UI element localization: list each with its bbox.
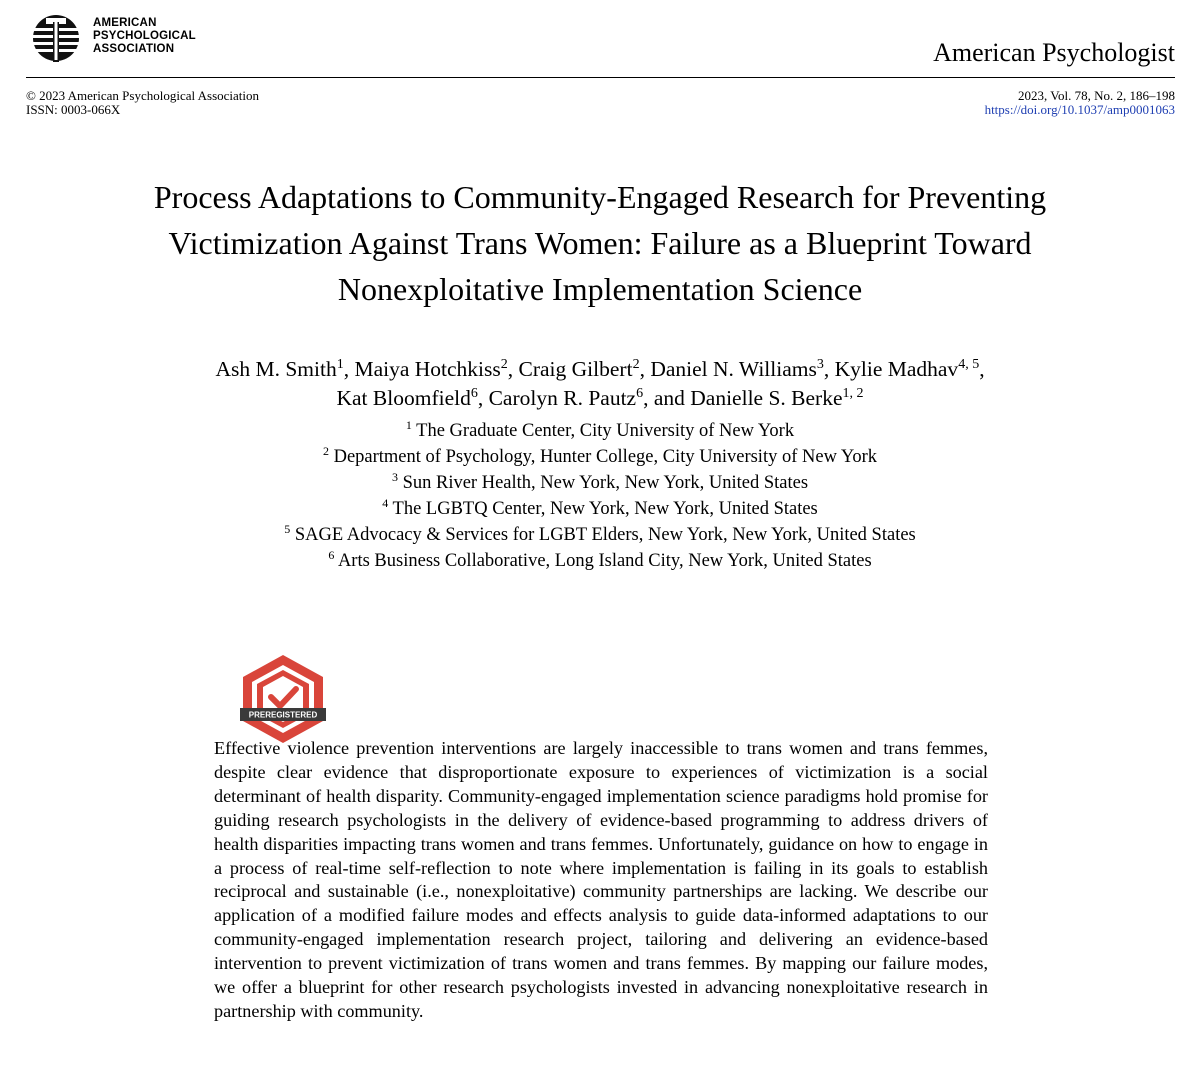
affiliation bbox=[60, 444, 1140, 470]
author-name: Craig Gilbert bbox=[518, 357, 633, 381]
author-separator: , and bbox=[643, 386, 691, 410]
copyright: © 2023 American Psychological Association bbox=[26, 88, 260, 103]
publisher-line: PSYCHOLOGICAL bbox=[93, 30, 196, 42]
affiliation-number: 3 bbox=[391, 469, 398, 484]
affiliation-list bbox=[60, 418, 1140, 574]
author-name: Kylie Madhav bbox=[834, 357, 959, 381]
author-separator: , bbox=[343, 357, 355, 381]
publisher-line: ASSOCIATION bbox=[93, 43, 175, 55]
article-title bbox=[50, 174, 1150, 312]
author-affiliation-mark: 6 bbox=[636, 385, 644, 401]
author-affiliation-mark: 4, 5 bbox=[958, 356, 980, 372]
affiliation-text: Sun River Health, New York, New York, United States bbox=[402, 473, 809, 493]
author-name: Maiya Hotchkiss bbox=[354, 357, 501, 381]
affiliation-text: SAGE Advocacy & Services for LGBT Elders, New York, New York, United States bbox=[294, 525, 916, 545]
affiliation bbox=[60, 496, 1140, 522]
badge-label: PREREGISTERED bbox=[248, 710, 318, 720]
author-separator: , bbox=[823, 357, 835, 381]
author-separator: , bbox=[639, 357, 651, 381]
author-separator: , bbox=[477, 386, 489, 410]
publisher-name bbox=[93, 17, 196, 56]
author-affiliation-mark: 1, 2 bbox=[842, 385, 864, 401]
author-separator: , bbox=[507, 357, 519, 381]
title-line: Process Adaptations to Community-Engaged Research for Preventing bbox=[153, 179, 1047, 215]
title-line: Nonexploitative Implementation Science bbox=[337, 271, 863, 307]
affiliation-number: 5 bbox=[284, 521, 291, 536]
affiliation-number: 6 bbox=[328, 547, 335, 562]
author-affiliation-mark: 1 bbox=[336, 356, 344, 372]
affiliation bbox=[60, 548, 1140, 574]
abstract: Effective violence prevention interventions are largely inaccessible to trans women and trans femmes, despite clear evidence that disproportionate exposure to experiences of victimization is a social determinant of health disparity. Community-engaged implementation science paradigms hold promise for guiding research psychologists in the delivery of evidence-based programming to address drivers of health disparities impacting trans women and trans femmes. Unfortunately, guidance on how to engage in a process of real-time self-reflection to note where implementation is failing in its goals to establish reciprocal and sustainable (i.e., nonexploitative) community partnerships are lacking. We describe our application of a modified failure modes and effects analysis to guide data-informed adaptations to our community-engaged implementation research project, tailoring and delivering an evidence-based intervention to prevent victimization of trans women and trans femmes. By mapping our failure modes, we offer a blueprint for other research psychologists invested in advancing nonexploitative research in partnership with community. bbox=[214, 738, 988, 1021]
author-list bbox=[60, 355, 1140, 413]
affiliation-text: The Graduate Center, City University of New York bbox=[416, 421, 795, 441]
apa-logo bbox=[26, 14, 86, 62]
copyright-block bbox=[26, 89, 259, 117]
affiliation-number: 1 bbox=[405, 417, 412, 432]
author-name: Ash M. Smith bbox=[215, 357, 337, 381]
affiliation bbox=[60, 470, 1140, 496]
affiliation-number: 4 bbox=[382, 495, 389, 510]
title-line: Victimization Against Trans Women: Failure as a Blueprint Toward bbox=[168, 225, 1032, 261]
affiliation-text: Department of Psychology, Hunter College, City University of New York bbox=[333, 447, 878, 467]
author-affiliation-mark: 3 bbox=[816, 356, 824, 372]
affiliation bbox=[60, 418, 1140, 444]
author-name: Kat Bloomfield bbox=[336, 386, 471, 410]
journal-name: American Psychologist bbox=[933, 38, 1175, 67]
affiliation-text: Arts Business Collaborative, Long Island City, New York, United States bbox=[337, 551, 872, 571]
citation-block bbox=[985, 89, 1175, 117]
affiliation bbox=[60, 522, 1140, 548]
author-name: Danielle S. Berke bbox=[690, 386, 843, 410]
header-rule bbox=[26, 77, 1175, 78]
author-name: Carolyn R. Pautz bbox=[488, 386, 637, 410]
author-affiliation-mark: 2 bbox=[632, 356, 640, 372]
affiliation-text: The LGBTQ Center, New York, New York, United States bbox=[392, 499, 818, 519]
preregistered-badge bbox=[238, 653, 328, 745]
issn: ISSN: 0003-066X bbox=[26, 102, 121, 117]
author-affiliation-mark: 2 bbox=[500, 356, 508, 372]
author-separator: , bbox=[979, 357, 985, 381]
affiliation-number: 2 bbox=[322, 443, 329, 458]
author-affiliation-mark: 6 bbox=[470, 385, 478, 401]
publisher-line: AMERICAN bbox=[93, 17, 157, 29]
author-name: Daniel N. Williams bbox=[650, 357, 817, 381]
citation: 2023, Vol. 78, No. 2, 186–198 bbox=[1018, 88, 1175, 103]
doi-link[interactable]: https://doi.org/10.1037/amp0001063 bbox=[984, 102, 1175, 117]
